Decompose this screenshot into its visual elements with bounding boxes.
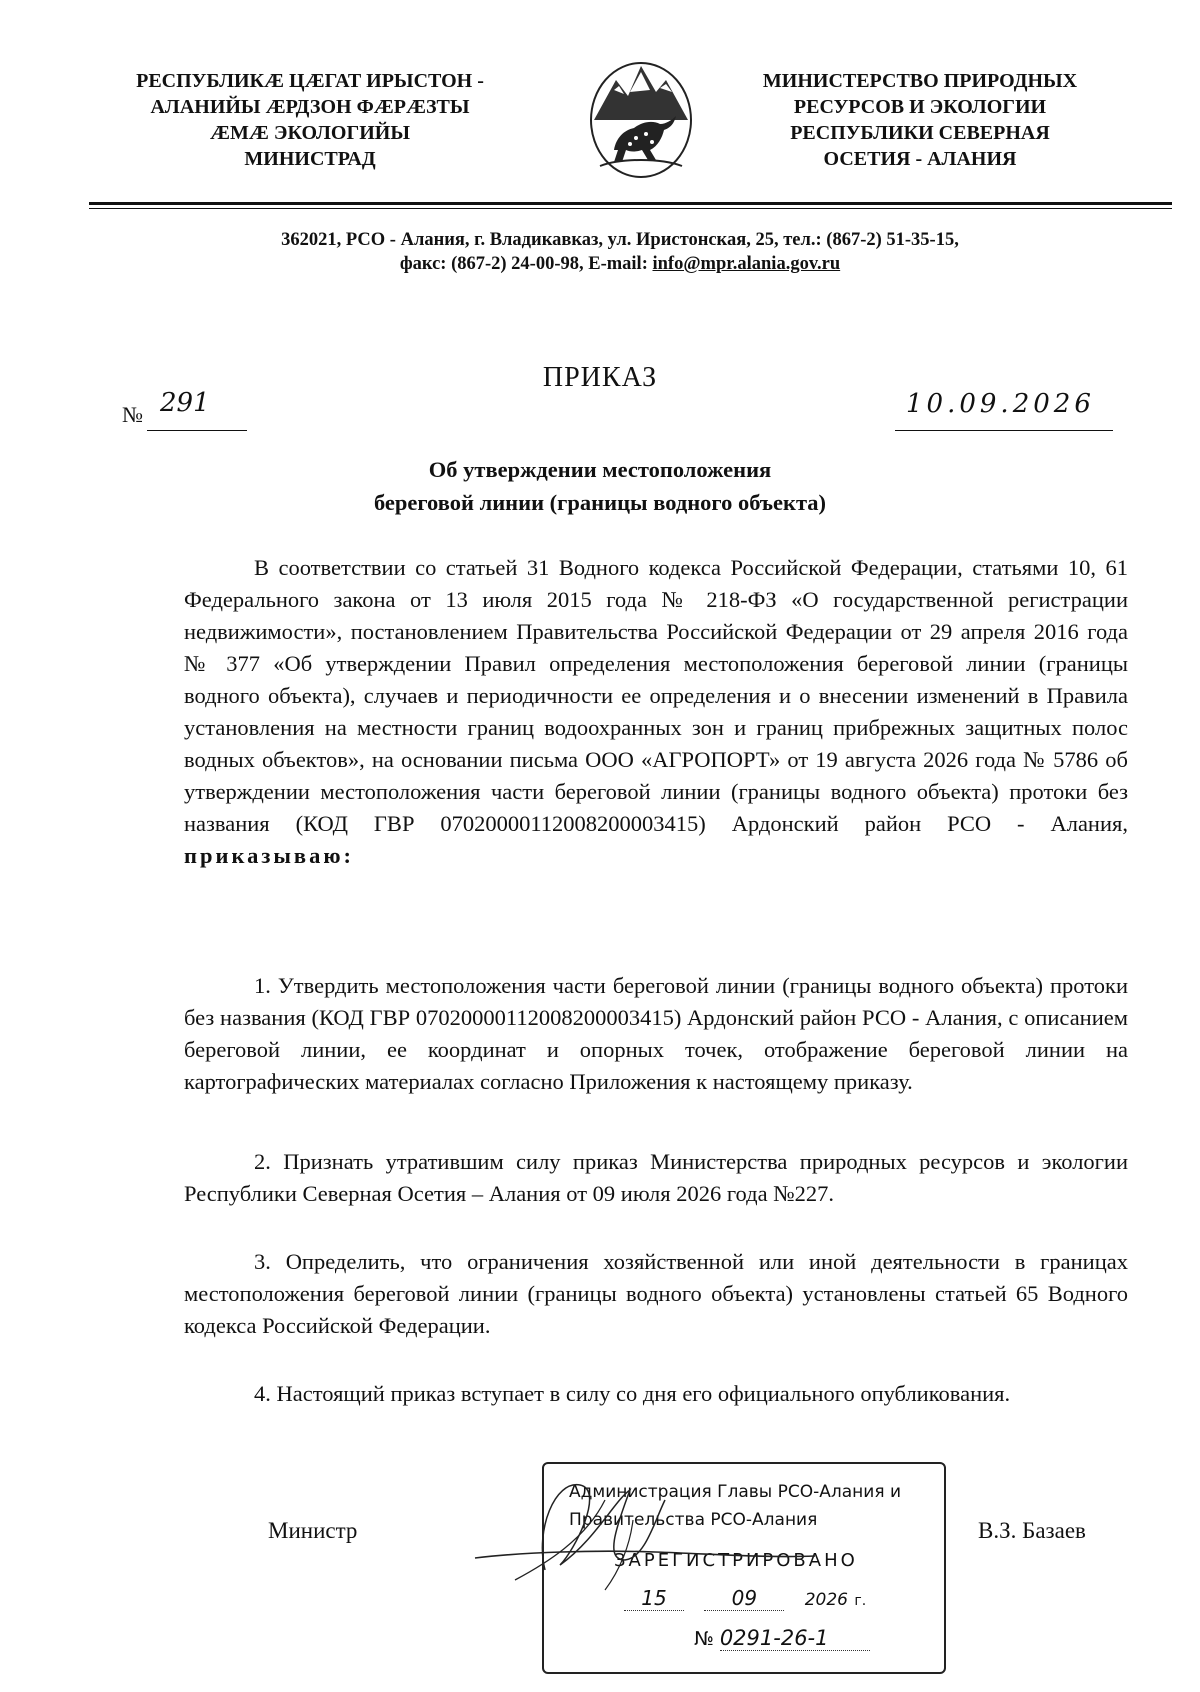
contact-details [120,228,1120,276]
subject-line: береговой линии (границы водного объекта) [373,490,827,515]
preamble-paragraph [184,552,1128,872]
contact-fax: факс: (867-2) 24-00-98, E-mail: [399,254,653,274]
email-link[interactable]: info@mpr.alania.gov.ru [652,254,841,274]
header-right-org-name [740,68,1100,172]
header-right-line: МИНИСТЕРСТВО ПРИРОДНЫХ [762,70,1078,92]
header-left-line: АЛАНИЙЫ ÆРДЗОН ФÆРÆЗТЫ [150,96,470,118]
document-title: ПРИКАЗ [542,362,658,393]
order-item-text: 1. Утвердить местоположения части береговой линии (границы водного объекта) протоки без названия (КОД ГВР 07020000112008200003415) Ардонский район РСО - Алания, с описанием береговой линии, ее координат и опорных точек, отображение береговой линии на картографических материалах согласно Приложения к настоящему приказу. [184,973,1128,1094]
stamp-date [624,1586,866,1611]
stamp-registration-number [694,1626,870,1651]
command-word: приказываю: [184,843,355,868]
stamp-number-sign: № [694,1628,714,1650]
contact-fax-email [120,252,1120,276]
header-left-line: ÆМÆ ЭКОЛОГИЙЫ [210,122,410,144]
header-left-org-name [110,68,510,172]
order-item-4 [184,1378,1128,1410]
order-item-text: 3. Определить, что ограничения хозяйственной или иной деятельности в границах местоположения береговой линии (границы водного объекта) установлены статьей 65 Водного кодекса Российской Федерации. [184,1249,1128,1338]
stamp-year: 2026 [804,1590,848,1610]
leopard-mountain-emblem-icon [586,58,696,183]
stamp-reg-number: 0291-26-1 [720,1626,870,1651]
order-item-text: 4. Настоящий приказ вступает в силу со дня его официального опубликования. [254,1381,1011,1406]
document-subject [0,453,1200,519]
order-number-sign: № [122,402,143,427]
header-right-line: РЕСУРСОВ И ЭКОЛОГИИ [793,96,1047,118]
order-item-2 [184,1146,1128,1210]
order-date-underline [895,430,1113,431]
order-number-underline [147,430,247,431]
stamp-month: 09 [704,1586,784,1611]
stamp-org-line: Правительства РСО-Алания [569,1510,818,1530]
order-number: 291 [160,388,210,418]
order-item-3 [184,1246,1128,1342]
stamp-day: 15 [624,1586,684,1611]
header-right-line: РЕСПУБЛИКИ СЕВЕРНАЯ [790,122,1050,144]
header-right-line: ОСЕТИЯ - АЛАНИЯ [823,148,1017,170]
header-left-line: РЕСПУБЛИКÆ ЦÆГАТ ИРЫСТОН - [136,70,484,92]
signer-name: В.З. Базаев [978,1518,1086,1543]
order-date: 10.09.2026 [906,389,1095,419]
header-divider-thick [89,202,1172,205]
header-left-line: МИНИСТРАД [244,148,376,170]
signer-title: Министр [268,1518,358,1543]
stamp-org-line: Администрация Главы РСО-Алания и [569,1482,902,1502]
header-divider-thin [89,208,1172,209]
stamp-organization [569,1478,901,1534]
order-item-text: 2. Признать утратившим силу приказ Министерства природных ресурсов и экологии Республики Северная Осетия – Алания от 09 июля 2026 года №227. [184,1149,1128,1206]
stamp-year-suffix: г. [854,1593,867,1609]
preamble-text: В соответствии со статьей 31 Водного кодекса Российской Федерации, статьями 10, 61 Федерального закона от 13 июля 2015 года № 218-ФЗ «О государственной регистрации недвижимости», постановлением Правительства Российской Федерации от 29 апреля 2016 года № 377 «Об утверждении Правил определения местоположения береговой линии (границы водного объекта), случаев и периодичности ее определения и о внесении изменений в Правила установления на местности границ водоохранных зон и границ прибрежных защитных полос водных объектов», на основании письма ООО «АГРОПОРТ» от 19 августа 2026 года № 5786 об утверждении местоположения части береговой линии (границы водного объекта) протоки без названия (КОД ГВР 07020000112008200003415) Ардонский район РСО - Алания, [184,555,1128,836]
subject-line: Об утверждении местоположения [428,457,772,482]
registration-stamp [542,1462,946,1674]
order-item-1 [184,970,1128,1098]
contact-address: 362021, РСО - Алания, г. Владикавказ, ул. Иристонская, 25, тел.: (867-2) 51-35-15, [281,230,959,250]
stamp-registered-label: ЗАРЕГИСТРИРОВАНО [614,1550,858,1571]
